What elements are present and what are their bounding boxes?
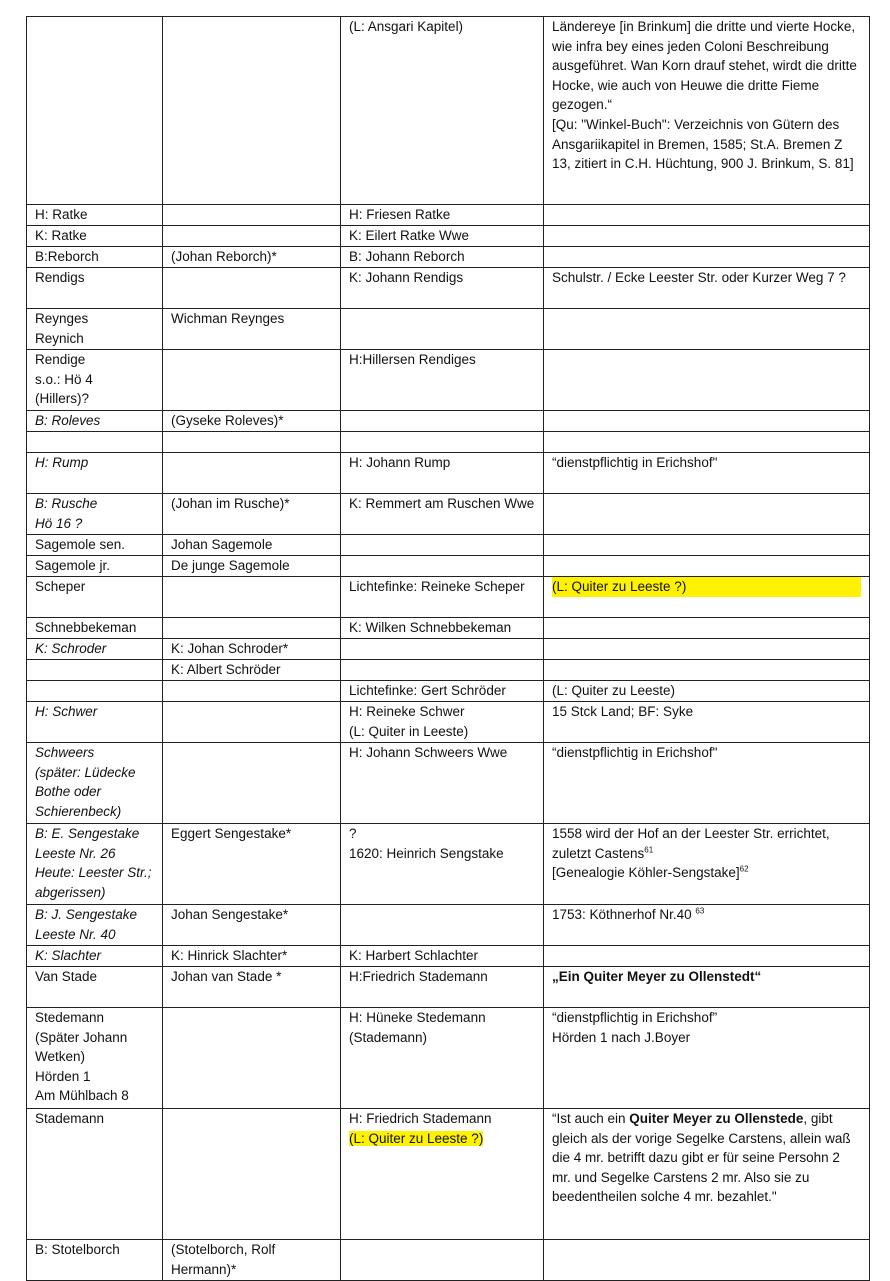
- table-cell: [544, 639, 870, 660]
- table-cell: [27, 350, 163, 411]
- cell-text: K: Schroder: [35, 641, 107, 656]
- table-cell: [341, 350, 544, 411]
- cell-text: H: Johann Schweers Wwe: [349, 745, 508, 760]
- table-cell: [163, 905, 341, 946]
- table-cell: [544, 494, 870, 535]
- table-cell: [27, 681, 163, 702]
- cell-text: B: Rusche Hö 16 ?: [35, 496, 98, 531]
- table-cell: [544, 432, 870, 453]
- table-cell: [163, 226, 341, 247]
- table-row: [27, 743, 870, 824]
- cell-text: (Johan Reborch)*: [171, 249, 277, 264]
- cell-text: 1753: Köthnerhof Nr.40 $^{63}$: [552, 906, 705, 922]
- table-cell: [27, 577, 163, 618]
- table-cell: [27, 17, 163, 205]
- table-cell: [27, 226, 163, 247]
- cell-text: (Johan im Rusche)*: [171, 496, 290, 511]
- cell-text: K: Slachter: [35, 948, 102, 963]
- cell-text: (Gyseke Roleves)*: [171, 413, 284, 428]
- table-cell: [341, 432, 544, 453]
- cell-text: [552, 967, 861, 987]
- cell-text: Van Stade: [35, 969, 98, 984]
- cell-text: (L: Quiter zu Leeste ?): [552, 577, 861, 597]
- cell-text: De junge Sagemole: [171, 558, 290, 573]
- table-body: [27, 17, 870, 1281]
- table-cell: [341, 618, 544, 639]
- cell-text: H: Hüneke Stedemann (Stademann): [349, 1010, 486, 1045]
- table-cell: [544, 226, 870, 247]
- table-cell: [341, 1240, 544, 1281]
- table-cell: [341, 577, 544, 618]
- table-row: [27, 681, 870, 702]
- cell-text: Schnebbekeman: [35, 620, 137, 635]
- cell-text: Reynges Reynich: [35, 311, 89, 346]
- table-cell: [544, 453, 870, 494]
- table-cell: [27, 205, 163, 226]
- table-cell: [544, 681, 870, 702]
- table-cell: [27, 1008, 163, 1109]
- cell-text: K: Eilert Ratke Wwe: [349, 228, 470, 243]
- table-cell: [544, 247, 870, 268]
- cell-text: H: Reineke Schwer (L: Quiter in Leeste): [349, 704, 469, 739]
- cell-text: H: Johann Rump: [349, 455, 451, 470]
- table-cell: [163, 411, 341, 432]
- table-cell: [163, 247, 341, 268]
- genealogy-ref: [Genealogie Köhler-Sengstake]: [552, 865, 740, 881]
- cell-text: Johan Sagemole: [171, 537, 273, 552]
- table-cell: [544, 577, 870, 618]
- highlighted-note: (L: Quiter zu Leeste ?): [349, 1130, 484, 1146]
- cell-text: Johan van Stade *: [171, 969, 282, 984]
- table-cell: [27, 494, 163, 535]
- cell-text: 15 Stck Land; BF: Syke: [552, 704, 694, 719]
- table-cell: [341, 681, 544, 702]
- table-cell: [163, 350, 341, 411]
- table-cell: [27, 905, 163, 946]
- table-cell: [163, 17, 341, 205]
- cell-text: (Stotelborch, Rolf Hermann)*: [171, 1242, 276, 1277]
- table-cell: [163, 1008, 341, 1109]
- table-cell: [341, 411, 544, 432]
- cell-text: “dienstpflichtig in Erichshof": [552, 745, 718, 760]
- cell-text: Lichtefinke: Gert Schröder: [349, 683, 506, 698]
- cell-text: Eggert Sengestake*: [171, 826, 292, 841]
- table-cell: [341, 905, 544, 946]
- table-cell: [27, 268, 163, 309]
- cell-text: Rendigs: [35, 270, 85, 285]
- cell-text: [552, 1109, 861, 1207]
- table-cell: [27, 556, 163, 577]
- cell-text: B: E. Sengestake Leeste Nr. 26 Heute: Leester Str.; abgerissen): [35, 826, 152, 900]
- cell-text: Johan Sengestake*: [171, 907, 289, 922]
- table-row: [27, 494, 870, 535]
- table-cell: [544, 205, 870, 226]
- table-cell: [27, 618, 163, 639]
- table-cell: [163, 946, 341, 967]
- cell-text: H: Friesen Ratke: [349, 207, 451, 222]
- table-cell: [544, 824, 870, 905]
- cell-text: B: Johann Reborch: [349, 249, 465, 264]
- table-cell: [544, 411, 870, 432]
- table-cell: [341, 494, 544, 535]
- table-cell: [27, 639, 163, 660]
- table-cell: [163, 494, 341, 535]
- cell-text: B:Reborch: [35, 249, 99, 264]
- cell-text: B: Stotelborch: [35, 1242, 120, 1257]
- table-row: [27, 247, 870, 268]
- table-cell: [27, 309, 163, 350]
- cell-text: Sagemole jr.: [35, 558, 111, 573]
- table-cell: [163, 1240, 341, 1281]
- table-row: [27, 618, 870, 639]
- table-row: [27, 639, 870, 660]
- table-row: [27, 453, 870, 494]
- table-row: [27, 824, 870, 905]
- table-cell: [27, 247, 163, 268]
- table-cell: [163, 432, 341, 453]
- table-row: [27, 309, 870, 350]
- table-row: [27, 946, 870, 967]
- cell-text: H:Friedrich Stademann: [349, 969, 488, 984]
- table-cell: [544, 1109, 870, 1240]
- cell-text: B: J. Sengestake Leeste Nr. 40: [35, 907, 138, 942]
- footnote-ref: 61: [644, 845, 654, 855]
- table-cell: [341, 824, 544, 905]
- table-row: [27, 350, 870, 411]
- cell-text: Stademann: [35, 1111, 105, 1126]
- table-row: [27, 411, 870, 432]
- table-cell: [27, 824, 163, 905]
- table-row: [27, 226, 870, 247]
- table-row: [27, 432, 870, 453]
- table-cell: [27, 702, 163, 743]
- cell-text: Wichman Reynges: [171, 311, 285, 326]
- table-cell: [27, 411, 163, 432]
- table-row: [27, 702, 870, 743]
- table-cell: [341, 946, 544, 967]
- cell-text: “dienstpflichtig in Erichshof” Hörden 1 nach J.Boyer: [552, 1010, 718, 1045]
- table-row: [27, 1240, 870, 1281]
- table-cell: [163, 967, 341, 1008]
- table-cell: [27, 432, 163, 453]
- table-row: [27, 660, 870, 681]
- cell-text: Rendige s.o.: Hö 4 (Hillers)?: [35, 352, 93, 407]
- table-cell: [544, 743, 870, 824]
- cell-text: K: Johan Schroder*: [171, 641, 289, 656]
- table-cell: [544, 535, 870, 556]
- cell-text: Schulstr. / Ecke Leester Str. oder Kurzer Weg 7 ?: [552, 270, 846, 285]
- table-cell: [544, 17, 870, 205]
- cell-text: H: Friedrich Stademann (L: Quiter zu Leeste ?): [349, 1111, 492, 1146]
- cell-text: Sagemole sen.: [35, 537, 126, 552]
- table-cell: [544, 946, 870, 967]
- table-cell: [544, 556, 870, 577]
- table-cell: [163, 268, 341, 309]
- table-row: [27, 1109, 870, 1240]
- table-cell: [27, 1240, 163, 1281]
- cell-text: H:Hillersen Rendiges: [349, 352, 476, 367]
- table-cell: [163, 535, 341, 556]
- cell-text: K: Harbert Schlachter: [349, 948, 479, 963]
- table-cell: [27, 946, 163, 967]
- table-cell: [163, 1109, 341, 1240]
- table-row: [27, 268, 870, 309]
- table-cell: [163, 577, 341, 618]
- table-cell: [341, 660, 544, 681]
- quote-prefix: „Ein: [552, 969, 584, 984]
- cell-text: “dienstpflichtig in Erichshof": [552, 455, 718, 470]
- cell-text: H: Ratke: [35, 207, 88, 222]
- cell-text: (L: Ansgari Kapitel): [349, 19, 464, 34]
- table-row: [27, 967, 870, 1008]
- table-cell: [163, 702, 341, 743]
- table-cell: [544, 967, 870, 1008]
- table-cell: [544, 702, 870, 743]
- cell-text: K: Johann Rendigs: [349, 270, 464, 285]
- table-cell: [544, 618, 870, 639]
- document-table: [26, 16, 870, 1281]
- cell-text: H: Schwer: [35, 704, 98, 719]
- table-cell: [544, 268, 870, 309]
- table-row: [27, 577, 870, 618]
- table-cell: [341, 17, 544, 205]
- table-cell: [27, 1109, 163, 1240]
- footnote-ref: 62: [739, 864, 749, 874]
- table-cell: [341, 268, 544, 309]
- table-cell: [544, 905, 870, 946]
- table-cell: [341, 226, 544, 247]
- table-cell: [163, 639, 341, 660]
- quote-bold: Quiter Meyer zu Ollenstede: [629, 1111, 804, 1126]
- table-cell: [341, 967, 544, 1008]
- table-cell: [341, 535, 544, 556]
- cell-text: Ländereye [in Brinkum] die dritte und vierte Hocke, wie infra bey eines jeden Coloni Beschreibung ausgeführet. Wan Korn drauf stehet, wirdt die dritte Hocke, wie auch von Heuwe die dritte Fieme gezogen.“ [Qu: "Winkel-Buch": Verzeichnis von Gütern des Ansgariikapitel in Bremen, 1585; St.A. Bremen Z 13, zitiert in C.H. Hüchtung, 900 J. Brinkum, S. 81]: [552, 19, 857, 172]
- cell-text: Stedemann (Später Johann Wetken) Hörden 1 Am Mühlbach 8: [35, 1010, 129, 1104]
- table-cell: [544, 1008, 870, 1109]
- table-row: [27, 556, 870, 577]
- table-cell: [544, 660, 870, 681]
- table-cell: [341, 309, 544, 350]
- table-cell: [544, 309, 870, 350]
- table-cell: [163, 660, 341, 681]
- cell-text: 1558 wird der Hof an der Leester Str. errichtet, zuletzt Castens$^{61}$ [Genealogie Köhler-Sengstake]$^{62}$: [552, 826, 830, 881]
- table-cell: [544, 1240, 870, 1281]
- cell-text: K: Albert Schröder: [171, 662, 281, 677]
- table-cell: [341, 247, 544, 268]
- table-cell: [27, 743, 163, 824]
- table-cell: [341, 639, 544, 660]
- cell-text: K: Hinrick Slachter*: [171, 948, 288, 963]
- table-cell: [163, 681, 341, 702]
- table-cell: [341, 743, 544, 824]
- table-cell: [341, 702, 544, 743]
- cell-text: B: Roleves: [35, 413, 101, 428]
- table-cell: [163, 205, 341, 226]
- table-cell: [163, 618, 341, 639]
- table-cell: [163, 453, 341, 494]
- table-cell: [341, 1008, 544, 1109]
- table-cell: [341, 556, 544, 577]
- table-row: [27, 535, 870, 556]
- table-row: [27, 17, 870, 205]
- cell-text: ? 1620: Heinrich Sengstake: [349, 826, 504, 861]
- quote-bold: Quiter Meyer zu Ollenstedt“: [583, 969, 762, 984]
- cell-text: Lichtefinke: Reineke Scheper: [349, 579, 525, 594]
- table-cell: [27, 967, 163, 1008]
- cell-text: Schweers (später: Lüdecke Bothe oder Schierenbeck): [35, 745, 136, 819]
- table-cell: [163, 824, 341, 905]
- table-cell: [341, 453, 544, 494]
- table-cell: [163, 743, 341, 824]
- quote-prefix: “Ist auch ein: [552, 1111, 630, 1126]
- table-cell: [341, 205, 544, 226]
- table-cell: [27, 660, 163, 681]
- cell-text: (L: Quiter zu Leeste): [552, 683, 676, 698]
- table-cell: [27, 453, 163, 494]
- cell-text: K: Ratke: [35, 228, 87, 243]
- table-row: [27, 1008, 870, 1109]
- table-cell: [163, 556, 341, 577]
- table-row: [27, 205, 870, 226]
- cell-text: Scheper: [35, 579, 86, 594]
- footnote-ref: 63: [695, 906, 705, 916]
- table-cell: [163, 309, 341, 350]
- cell-text: H: Rump: [35, 455, 89, 470]
- table-cell: [544, 350, 870, 411]
- cell-text: K: Remmert am Ruschen Wwe: [349, 496, 535, 511]
- table-cell: [27, 535, 163, 556]
- table-row: [27, 905, 870, 946]
- table-cell: [341, 1109, 544, 1240]
- cell-text: K: Wilken Schnebbekeman: [349, 620, 512, 635]
- quote-rest: , gibt gleich als der vorige Segelke Carstens, allein waß die 4 mr. betrifft dazu gibt er für seine Persohn 2 mr. und Segelke Carstens 2 mr. Also sie zu beedentheilen solche 4 mr. bezahlet.": [552, 1111, 851, 1205]
